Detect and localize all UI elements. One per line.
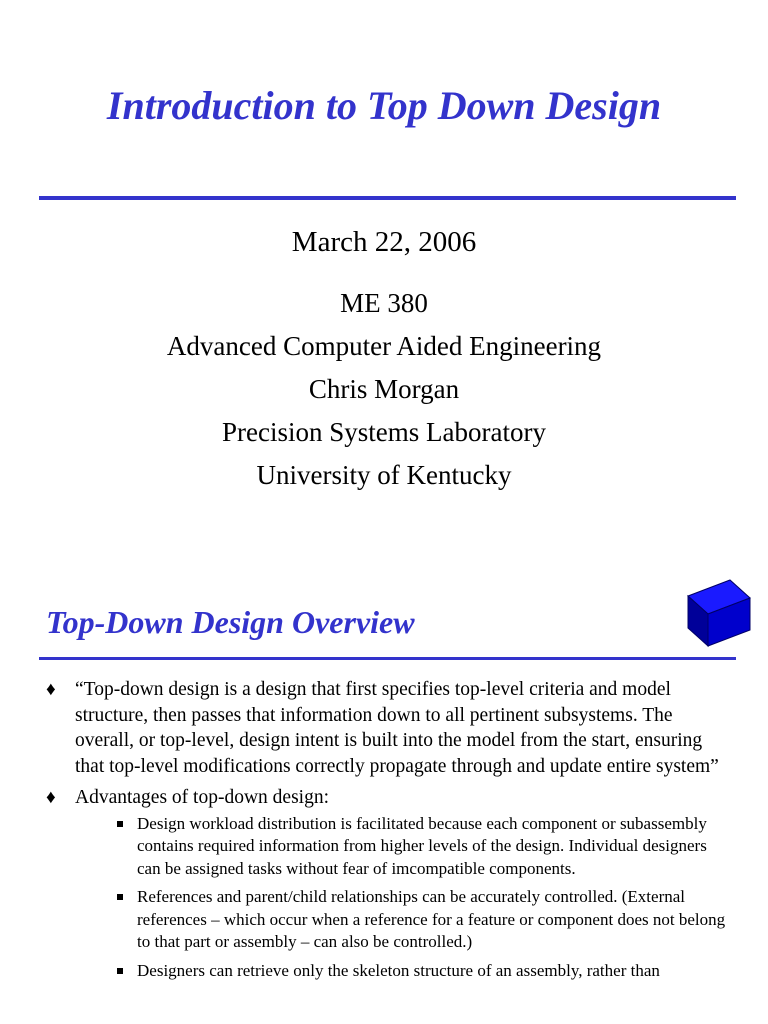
- sub-item-text: References and parent/child relationships can be accurately controlled. (External references – which occur when a reference for a feature or component does not belong to that part or assembly – can also be controlled.): [137, 887, 726, 951]
- diamond-bullet-icon: ♦: [46, 679, 56, 700]
- bullet-list: [46, 677, 726, 988]
- advantages-sublist: [115, 813, 726, 983]
- sub-list-item: [115, 960, 726, 983]
- definition-quote: “Top-down design is a design that first specifies top-level criteria and model structure, then passes that information down to all pertinent subsystems. The overall, or top-level, design intent is built into the model from the start, ensuring that top-level modifications correctly propagate through and update entire system”: [75, 679, 719, 777]
- laboratory-name: Precision Systems Laboratory: [222, 417, 546, 447]
- title-divider: [39, 196, 736, 200]
- diamond-bullet-icon: ♦: [46, 787, 56, 808]
- presenter-name: Chris Morgan: [308, 374, 460, 404]
- university-name: University of Kentucky: [256, 460, 512, 490]
- sub-item-text: Designers can retrieve only the skeleton structure of an assembly, rather than: [137, 960, 660, 980]
- sub-list-item: [115, 813, 726, 881]
- section-divider: [39, 657, 736, 660]
- square-bullet-icon: [117, 894, 123, 900]
- advantages-heading: Advantages of top-down design:: [75, 787, 329, 808]
- cube-icon: [686, 578, 752, 648]
- sub-list-item: [115, 886, 726, 954]
- list-item: [46, 677, 726, 779]
- square-bullet-icon: [117, 821, 123, 827]
- course-number: ME 380: [340, 288, 428, 318]
- square-bullet-icon: [117, 968, 123, 974]
- course-name: Advanced Computer Aided Engineering: [166, 331, 602, 361]
- section-title: Top-Down Design Overview: [46, 604, 415, 640]
- presentation-date: March 22, 2006: [291, 226, 477, 258]
- list-item: [46, 785, 726, 982]
- presenter-info: [0, 282, 768, 497]
- slide-title: Introduction to Top Down Design: [106, 83, 662, 128]
- sub-item-text: Design workload distribution is facilitated because each component or subassembly contains required information from higher levels of the design. Individual designers can be assigned tasks without fear of imcompatible components.: [137, 813, 707, 878]
